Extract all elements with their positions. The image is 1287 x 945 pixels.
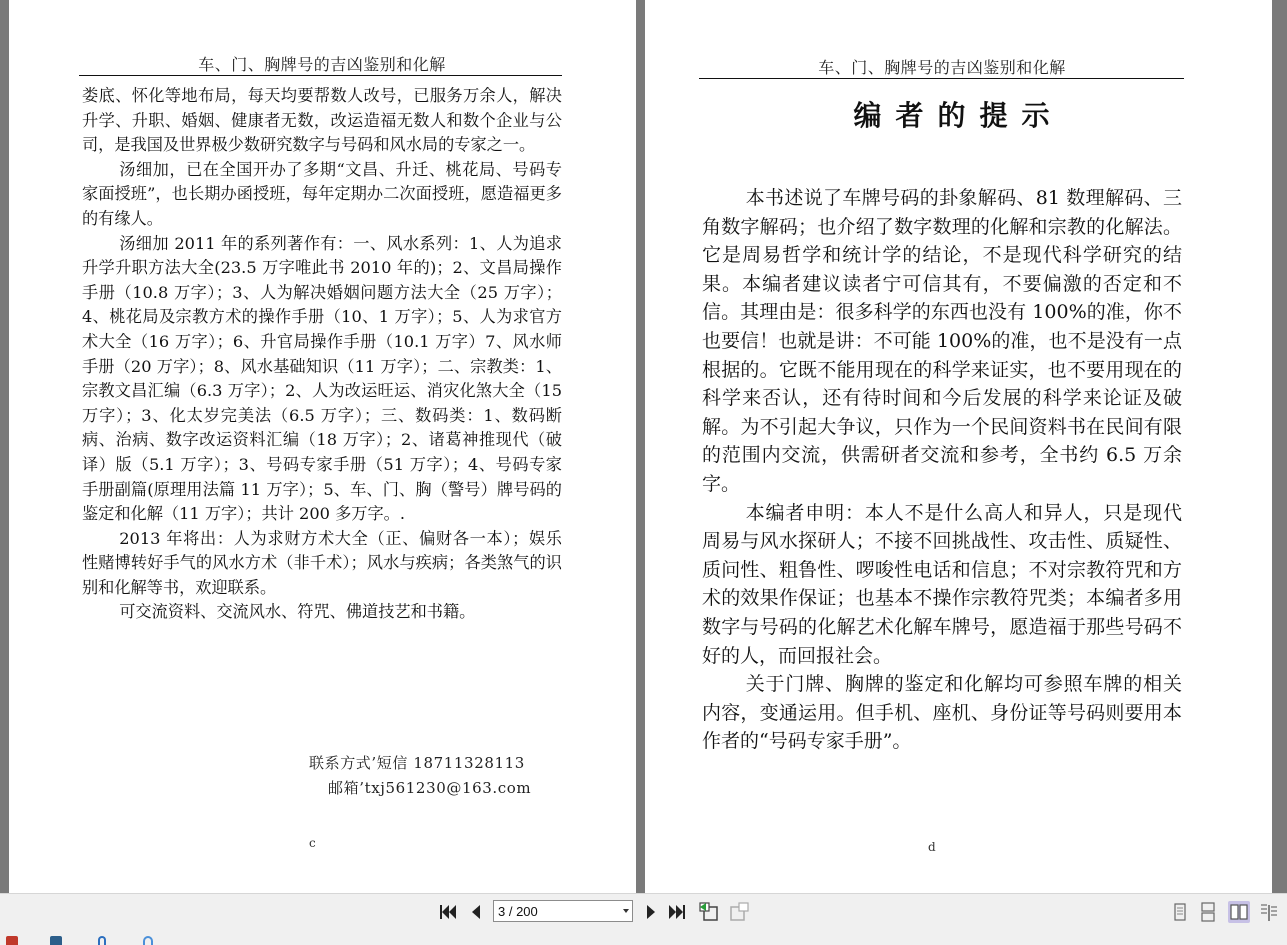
contact-sms: 联系方式’短信 18711328113 [309,754,525,772]
app-icon[interactable] [98,936,106,945]
go-forward-icon [727,900,751,924]
running-head: 车、门、胸牌号的吉凶鉴别和化解 [818,58,1066,77]
app-icon[interactable] [50,936,62,945]
app-icon[interactable] [143,936,153,945]
next-page-icon [640,900,662,924]
page-number-input[interactable] [493,900,633,922]
paragraph: 汤细加，已在全国开办了多期“文昌、升迁、桃花局、号码专家面授班”，也长期办函授班，每年定期办二次面授班，愿造福更多的有缘人。 [82,159,562,228]
notepad-icon[interactable] [6,936,18,945]
section-title: 编者的提示 [853,99,1064,132]
paragraph: 2013 年将出：人为求财方术大全（正、偏财各一本）；娱乐性赌博转好手气的风水方术（非千术）；风水与疾病；各类煞气的识别和化解等书，欢迎联系。 [82,528,562,597]
continuous-page-icon [1197,901,1219,923]
single-page-icon [1169,901,1191,923]
next-page-button[interactable] [640,900,662,924]
last-page-button[interactable] [666,900,688,924]
navigation-toolbar [0,893,1287,931]
running-head: 车、门、胸牌号的吉凶鉴别和化解 [198,55,446,74]
taskbar [0,930,1287,945]
paragraph: 本编者申明：本人不是什么高人和异人，只是现代周易与风水探研人；不接不回挑战性、攻击性、质疑性、质问性、粗鲁性、啰唆性电话和信息；不对宗教符咒和方术的效果作保证；也基本不操作宗教符咒类；本编者多用数字与号码的化解艺术化解车牌号，愿造福于那些号码不好的人，而回报社会。 [702,501,1182,667]
paragraph: 本书述说了车牌号码的卦象解码、81 数理解码、三角数字解码；也介绍了数字数理的化解和宗教的化解法。它是周易哲学和统计学的结论，不是现代科学研究的结果。本编者建议读者宁可信其有，不要偏激的否定和不信。其理由是：很多科学的东西也没有 100%的准，你不也要信！也就是讲：不可能 100%的准，也不是没有一点根据的。它既不能用现在的科学来证实，也不要用现在的科学来否认，还有待时间和今后发展的科学来论证及破解。为不引起大争议，只作为一个民间资料书在民间有限的范围内交流，供需研者交流和参考，全书约 6.5 万余字。 [702,187,1182,495]
go-back-button[interactable] [697,900,719,924]
page-indicator: 3 / 200 [498,904,538,919]
paragraph: 关于门牌、胸牌的鉴定和化解均可参照车牌的相关内容，变通运用。但手机、座机、身份证等号码则要用本作者的“号码专家手册”。 [702,673,1182,753]
chevron-down-icon[interactable] [623,909,629,913]
facing-pages-icon [1228,901,1250,923]
continuous-view-button[interactable] [1197,901,1219,923]
page-folio: d [928,840,936,854]
header-rule [79,75,562,76]
go-forward-button[interactable] [727,900,749,924]
paragraph: 娄底、怀化等地布局，每天均要帮数人改号，已服务万余人，解决升学、升职、婚姻、健康者无数，改运造福无数人和数个企业与公司，是我国及世界极少数研究数字与号码和风水局的专家之一。 [82,86,562,155]
left-page [9,0,636,893]
contact-email: 邮箱’txj561230@163.com [328,779,532,797]
header-rule [699,78,1184,79]
previous-page-icon [465,900,487,924]
single-page-view-button[interactable] [1169,901,1191,923]
first-page-button[interactable] [437,900,459,924]
body-text [702,184,1182,756]
continuous-facing-icon [1258,901,1280,923]
go-back-icon [697,900,721,924]
paragraph: 汤细加 2011 年的系列著作有：一、风水系列：1、人为追求升学升职方法大全(23.5 万字唯此书 2010 年的)；2、文昌局操作手册（10.8 万字）；3、人为解决婚姻问题方法大全（25 万字）；4、桃花局及宗教方术的操作手册（10、1 万字）；5、人为求官方术大全（16 万字）；6、升官局操作手册（10.1 万字）7、风水师手册（20 万字）；8、风水基础知识（11 万字）；二、宗教类：1、宗教文昌汇编（6.3 万字）；2、人为改运旺运、消灾化煞大全（15 万字）；3、化太岁完美法（6.5 万字）；三、数码类：1、数码断病、治病、数字改运资料汇编（18 万字）；2、诸葛神推现代（破译）版（5.1 万字）；3、号码专家手册（51 万字）；4、号码专家手册副篇(原理用法篇 11 万字）；5、车、门、胸（警号）牌号码的鉴定和化解（11 万字）；共计 200 多万字。. [82,233,562,524]
paragraph: 可交流资料、交流风水、符咒、佛道技艺和书籍。 [119,602,476,622]
facing-view-button[interactable] [1228,901,1250,923]
first-page-icon [437,900,459,924]
last-page-icon [666,900,688,924]
page-folio: c [309,836,316,850]
continuous-facing-view-button[interactable] [1258,901,1280,923]
right-page [645,0,1272,893]
previous-page-button[interactable] [465,900,487,924]
body-text [82,84,562,625]
